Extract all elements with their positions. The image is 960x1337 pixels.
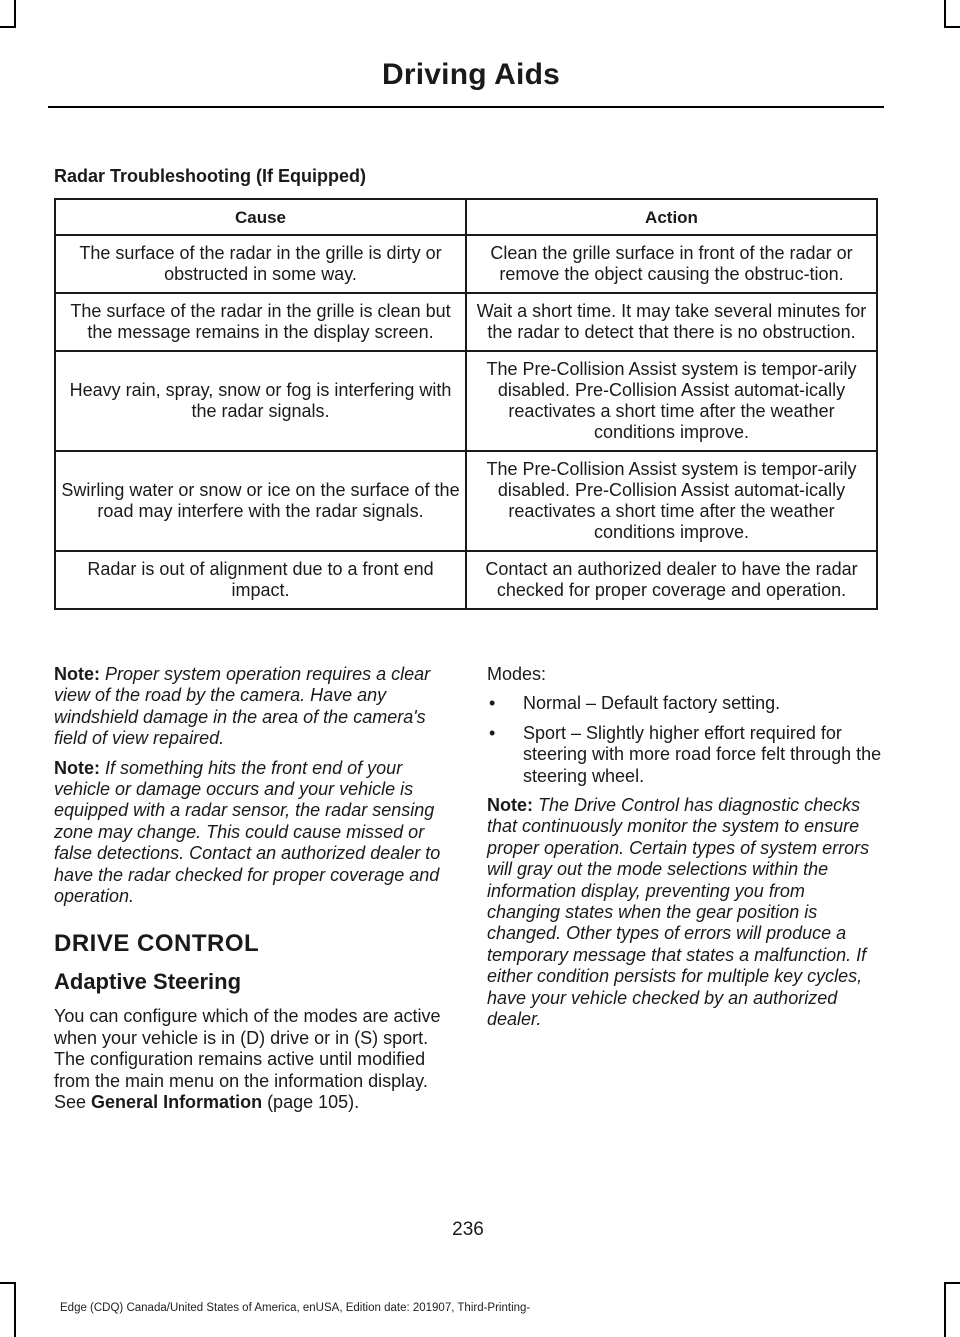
- note-text: The Drive Control has diagnostic checks that continuously monitor the system to ensure proper operation. Certain types of system errors will gray out the mode selections within the information display, preventing you from changing states when the gear position is changed. Other types of errors will produce a temporary message that states a malfunction. If either condition persists for multiple key cycles, have your vehicle checked by an authorized dealer.: [487, 795, 870, 1030]
- crop-mark: [944, 1282, 946, 1337]
- cause-cell: Radar is out of alignment due to a front end impact.: [55, 551, 466, 609]
- note-label: Note:: [487, 795, 533, 816]
- crop-mark: [944, 26, 960, 28]
- list-item: [487, 723, 882, 787]
- page-header-title: Driving Aids: [382, 58, 560, 91]
- mode-normal: Normal – Default factory setting.: [523, 693, 781, 714]
- crop-mark: [944, 0, 946, 28]
- table-row: [55, 451, 877, 551]
- camera-note: [54, 664, 454, 750]
- crop-mark: [14, 1282, 16, 1337]
- mode-sport: Sport – Slightly higher effort required for steering with more road force felt through the steering wheel.: [523, 722, 882, 786]
- column-header-action: Action: [466, 199, 877, 235]
- note-label: Note:: [54, 757, 100, 778]
- header-divider: [48, 106, 884, 108]
- bullet-icon: •: [489, 722, 496, 743]
- table-header-row: [55, 199, 877, 235]
- action-cell: The Pre-Collision Assist system is tempor-arily disabled. Pre-Collision Assist automat-ically reactivates a short time after the weather conditions improve.: [466, 451, 877, 551]
- cause-cell: Heavy rain, spray, snow or fog is interfering with the radar signals.: [55, 351, 466, 451]
- table-row: [55, 235, 877, 293]
- table-row: [55, 551, 877, 609]
- action-cell: Wait a short time. It may take several minutes for the radar to detect that there is no obstruction.: [466, 293, 877, 351]
- radar-troubleshooting-table: [54, 198, 878, 610]
- edition-footer: Edge (CDQ) Canada/United States of America, enUSA, Edition date: 201907, Third-Printing-: [60, 1302, 531, 1314]
- note-text: Proper system operation requires a clear view of the road by the camera. Have any windshield damage in the area of the camera's field of view repaired.: [54, 664, 431, 749]
- note-text: If something hits the front end of your vehicle or damage occurs and your vehicle is equipped with a radar sensor, the radar sensing zone may change. This could cause missed or false detections. Contact an authorized dealer to have the radar checked for proper coverage and operation.: [54, 757, 441, 907]
- modes-label: Modes:: [487, 664, 547, 684]
- cause-cell: The surface of the radar in the grille is dirty or obstructed in some way.: [55, 235, 466, 293]
- radar-damage-note: [54, 758, 454, 908]
- subsection-title: Adaptive Steering: [54, 968, 242, 994]
- page-reference: (page 105).: [262, 1091, 360, 1112]
- crop-mark: [944, 1282, 960, 1284]
- bullet-icon: •: [489, 693, 496, 714]
- table-row: [55, 351, 877, 451]
- list-item: [487, 693, 882, 714]
- table-title: Radar Troubleshooting (If Equipped): [54, 166, 366, 186]
- action-cell: Contact an authorized dealer to have the radar checked for proper coverage and operation.: [466, 551, 877, 609]
- table-row: [55, 293, 877, 351]
- page-number: 236: [452, 1219, 484, 1240]
- note-label: Note:: [54, 664, 100, 684]
- action-cell: Clean the grille surface in front of the radar or remove the object causing the obstruc-tion.: [466, 235, 877, 293]
- cause-cell: Swirling water or snow or ice on the surface of the road may interfere with the radar signals.: [55, 451, 466, 551]
- column-header-cause: Cause: [55, 199, 466, 235]
- adaptive-steering-paragraph: [54, 1006, 454, 1113]
- diagnostic-note: [487, 795, 882, 1030]
- left-column: [54, 664, 454, 1121]
- action-cell: The Pre-Collision Assist system is tempor-arily disabled. Pre-Collision Assist automat-ically reactivates a short time after the weather conditions improve.: [466, 351, 877, 451]
- crop-mark: [0, 1282, 16, 1284]
- crop-mark: [0, 26, 16, 28]
- body-text: You can configure which of the modes are active when your vehicle is in (D) drive or in (S) sport. The configuration remains active until modified from the main menu on the information display. See: [54, 1006, 441, 1112]
- general-information-link[interactable]: General Information: [91, 1091, 263, 1112]
- cause-cell: The surface of the radar in the grille is clean but the message remains in the display screen.: [55, 293, 466, 351]
- section-title: DRIVE CONTROL: [54, 930, 260, 958]
- right-column: [487, 664, 882, 1039]
- crop-mark: [14, 0, 16, 28]
